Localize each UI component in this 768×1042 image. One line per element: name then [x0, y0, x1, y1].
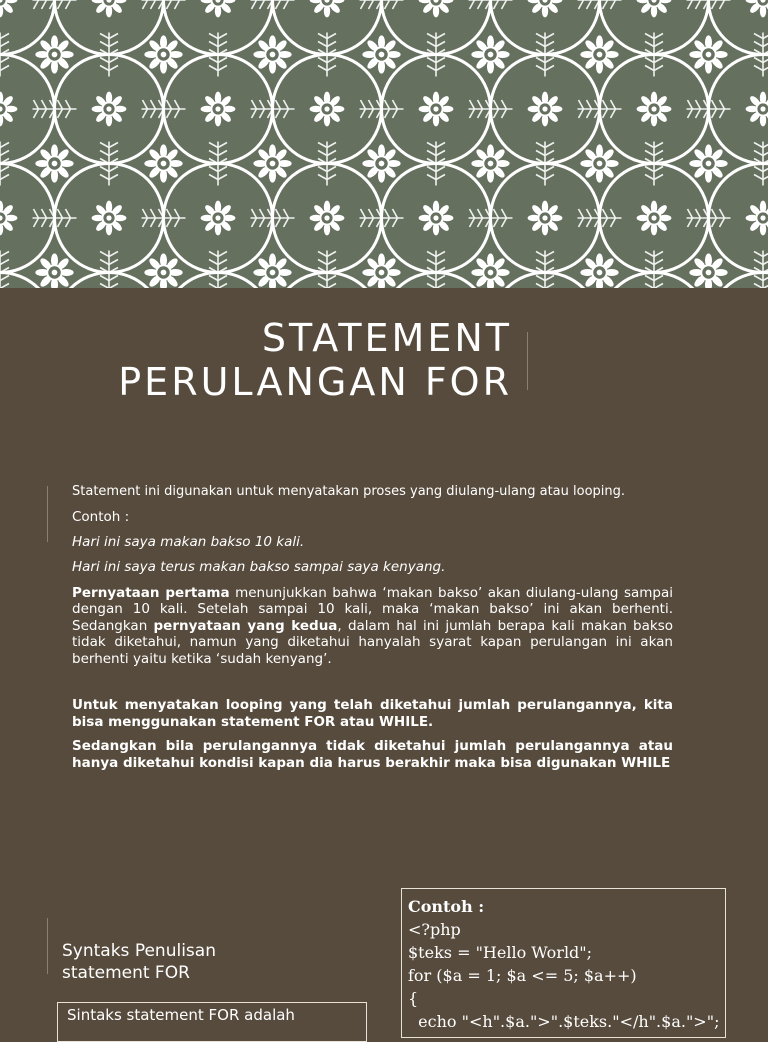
- slide-title: [0, 316, 512, 404]
- syntax-box: [57, 1002, 367, 1042]
- title-line-1: STATEMENT: [0, 316, 512, 360]
- content-body: [72, 484, 673, 779]
- example-sentence-1: Hari ini saya makan bakso 10 kali.: [72, 534, 673, 551]
- syntax-section-title: [62, 940, 362, 984]
- code-line: $teks = "Hello World";: [408, 941, 719, 964]
- title-line-2: PERULANGAN FOR: [0, 360, 512, 404]
- while-usage-paragraph: Sedangkan bila perulangannya tidak diketahui jumlah perulangannya atau hanya diketahui kondisi kapan dia harus berakhir maka bisa digunakan WHILE: [72, 738, 673, 771]
- first-statement-label: Pernyataan pertama: [72, 585, 230, 601]
- syntax-title-line-2: statement FOR: [62, 962, 362, 984]
- syntax-box-text: Sintaks statement FOR adalah: [67, 1005, 357, 1025]
- explanation-text-2: , dalam hal ini jumlah berapa kali makan bakso tidak diketahui, namun yang diketahui hanyalah syarat kapan perulangan ini akan berhenti yaitu ketika ‘sudah kenyang’.: [72, 618, 673, 667]
- code-example-box: [401, 888, 726, 1038]
- code-line: <?php: [408, 918, 719, 941]
- explanation-paragraph: [72, 585, 673, 668]
- content-accent-line: [47, 486, 48, 542]
- syntax-title-line-1: Syntaks Penulisan: [62, 940, 362, 962]
- syntax-accent-line: [47, 918, 48, 974]
- code-line: echo "<h".$a.">".$teks."</h".$a.">";: [408, 1010, 719, 1033]
- code-example-heading: Contoh :: [408, 895, 719, 918]
- explanation-text-1: menunjukkan bahwa ‘makan bakso’ akan diulang-ulang sampai dengan 10 kali. Setelah sampai 10 kali, maka ‘makan bakso’ ini akan berhenti. Sedangkan: [72, 585, 673, 634]
- example-sentence-2: Hari ini saya terus makan bakso sampai saya kenyang.: [72, 559, 673, 576]
- second-statement-label: pernyataan yang kedua: [154, 618, 338, 634]
- code-line: {: [408, 987, 719, 1010]
- example-label: Contoh :: [72, 509, 673, 526]
- title-divider: [527, 332, 528, 390]
- for-usage-paragraph: Untuk menyatakan looping yang telah diketahui jumlah perulangannya, kita bisa menggunakan statement FOR atau WHILE.: [72, 697, 673, 730]
- batik-pattern-banner: [0, 0, 768, 288]
- code-line: for ($a = 1; $a <= 5; $a++): [408, 964, 719, 987]
- intro-text: Statement ini digunakan untuk menyatakan proses yang diulang-ulang atau looping.: [72, 484, 673, 499]
